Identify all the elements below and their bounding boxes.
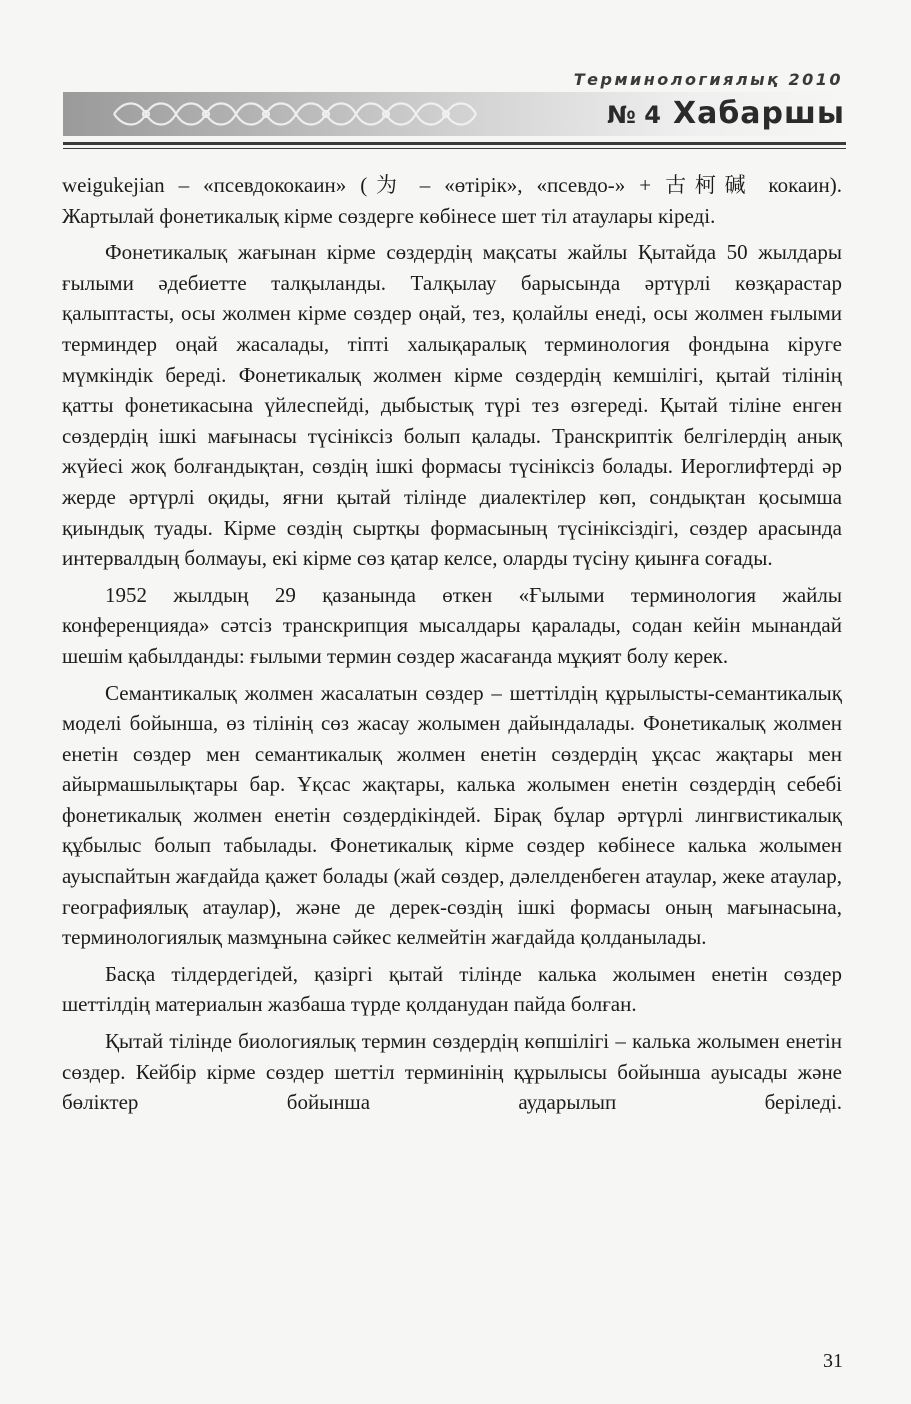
issue-number: № 4 [607, 101, 661, 129]
header-title [607, 96, 845, 131]
journal-title: Хабаршы [672, 96, 845, 131]
paragraph-1-line-2: Жартылай фонетикалық кірме сөздерге көбінесе шет тіл атаулары кіреді. [62, 203, 716, 228]
paragraph-1-line-1: weigukejian – «псевдококаин» (为 – «өтірік», «псевдо-» + 古柯碱 кокаин). [62, 173, 842, 197]
article-body [62, 170, 842, 1118]
paragraph-3: 1952 жылдың 29 қазанында өткен «Ғылыми терминология жайлы конференцияда» сәтсіз транскрипция мысалдары қаралады, содан кейін мынандай шешім қабылданды: ғылыми термин сөздер жасағанда мұқият болу керек. [62, 582, 842, 668]
header-rule-thin [63, 148, 846, 149]
paragraph-4: Семантикалық жолмен жасалатын сөздер – шеттілдің құрылысты-семантикалық моделі бойынша, өз тілінің сөз жасау жолымен дайындалады. Фонетикалық жолмен енетін сөздер мен семантикалық жолмен енетін сөздердің ұқсас жақтары мен айырмашылықтары бар. Ұқсас жақтары, калька жолымен енетін сөздердің себебі фонетикалық жолмен енетін сөздердікіндей. Бірақ бұлар әртүрлі лингвистикалық құбылыс болып табылады. Фонетикалық кірме сөздер көбінесе калька жолымен ауыспайтын жағдайда қажет болады (жай сөздер, дәлелденбеген атаулар, жеке атаулар, географиялық атаулар), және де дерек-сөздің ішкі формасы оның мағынасына, терминологиялық мазмұнына сәйкес келмейтін жағдайда қолданылады. [62, 680, 842, 950]
header-rule-thick [63, 142, 846, 145]
paragraph-5: Басқа тілдердегідей, қазіргі қытай тілінде калька жолымен енетін сөздер шеттілдің материалын жазбаша түрде қолданудан пайда болған. [62, 961, 842, 1017]
journal-name: Терминологиялық 2010 [573, 70, 843, 89]
page-number: 31 [823, 1350, 843, 1372]
paragraph-2: Фонетикалық жағынан кірме сөздердің мақсаты жайлы Қытайда 50 жылдары ғылыми әдебиетте талқыланды. Талқылау барысында әртүрлі көзқарастар қалыптасты, осы жолмен кірме сөздер оңай, тез, қолайлы енеді, осы жолмен ғылыми терминдер оңай жасалады, тіпті халықаралық терминология фондына кіруге мүмкіндік береді. Фонетикалық жолмен кірме сөздердің кемшілігі, қытай тілінің қатты фонетикасына үйлеспейді, дыбыстық түрі тез өзгереді. Қытай тіліне енген сөздердің ішкі мағынасы түсініксіз болып қалады. Транскриптік белгілердің анық жүйесі жоқ болғандықтан, сөздің ішкі формасы түсініксіз болады. Иероглифтерді әр жерде әртүрлі оқиды, яғни қытай тілінде диалектілер көп, сондықтан қосымша қиындық туады. Кірме сөздің сыртқы формасының түсініксіздігі, сөздер арасында интервалдың болмауы, екі кірме сөз қатар келсе, оларды түсіну қиынға соғады. [62, 240, 842, 571]
paragraph-6: Қытай тілінде биологиялық термин сөздердің көпшілігі – калька жолымен енетін сөздер. Кейбір кірме сөздер шеттіл терминінің құрылысы бойынша ауысады және бөліктер бойынша аударылып беріледі. [62, 1029, 842, 1115]
ornament-decoration [110, 96, 480, 132]
